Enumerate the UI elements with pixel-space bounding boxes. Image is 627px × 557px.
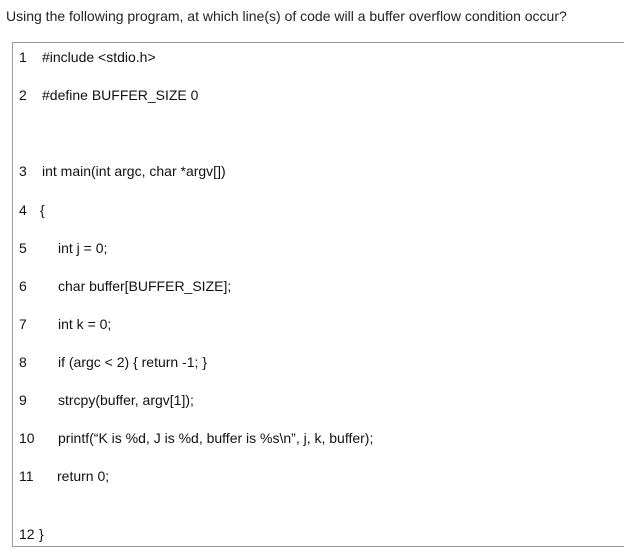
code-text: #define BUFFER_SIZE 0	[42, 87, 199, 103]
line-number: 8	[19, 354, 27, 370]
code-text: return 0;	[57, 468, 110, 484]
line-number: 6	[19, 278, 27, 294]
code-text: strcpy(buffer, argv[1]);	[58, 392, 194, 408]
code-text: if (argc < 2) { return -1; }	[58, 354, 208, 370]
line-number: 9	[19, 392, 27, 408]
line-number: 3	[19, 163, 27, 179]
code-text: }	[39, 526, 44, 542]
line-number: 4	[19, 202, 27, 218]
code-text: int main(int argc, char *argv[])	[42, 163, 226, 179]
code-text: #include <stdio.h>	[42, 49, 156, 65]
line-number: 12	[19, 526, 35, 542]
code-text: int k = 0;	[58, 316, 112, 332]
line-number: 1	[19, 49, 27, 65]
code-text: printf(“K is %d, J is %d, buffer is %s\n”, j, k, buffer);	[58, 430, 374, 446]
line-number: 11	[19, 468, 34, 484]
line-number: 5	[19, 240, 27, 256]
code-text: {	[40, 202, 45, 218]
line-number: 2	[19, 87, 27, 103]
code-text: char buffer[BUFFER_SIZE];	[58, 278, 232, 294]
line-number: 10	[19, 430, 35, 446]
code-text: int j = 0;	[58, 240, 108, 256]
code-listing	[12, 42, 624, 547]
question-text: Using the following program, at which line(s) of code will a buffer overflow condition occur?	[6, 8, 567, 24]
line-number: 7	[19, 316, 27, 332]
